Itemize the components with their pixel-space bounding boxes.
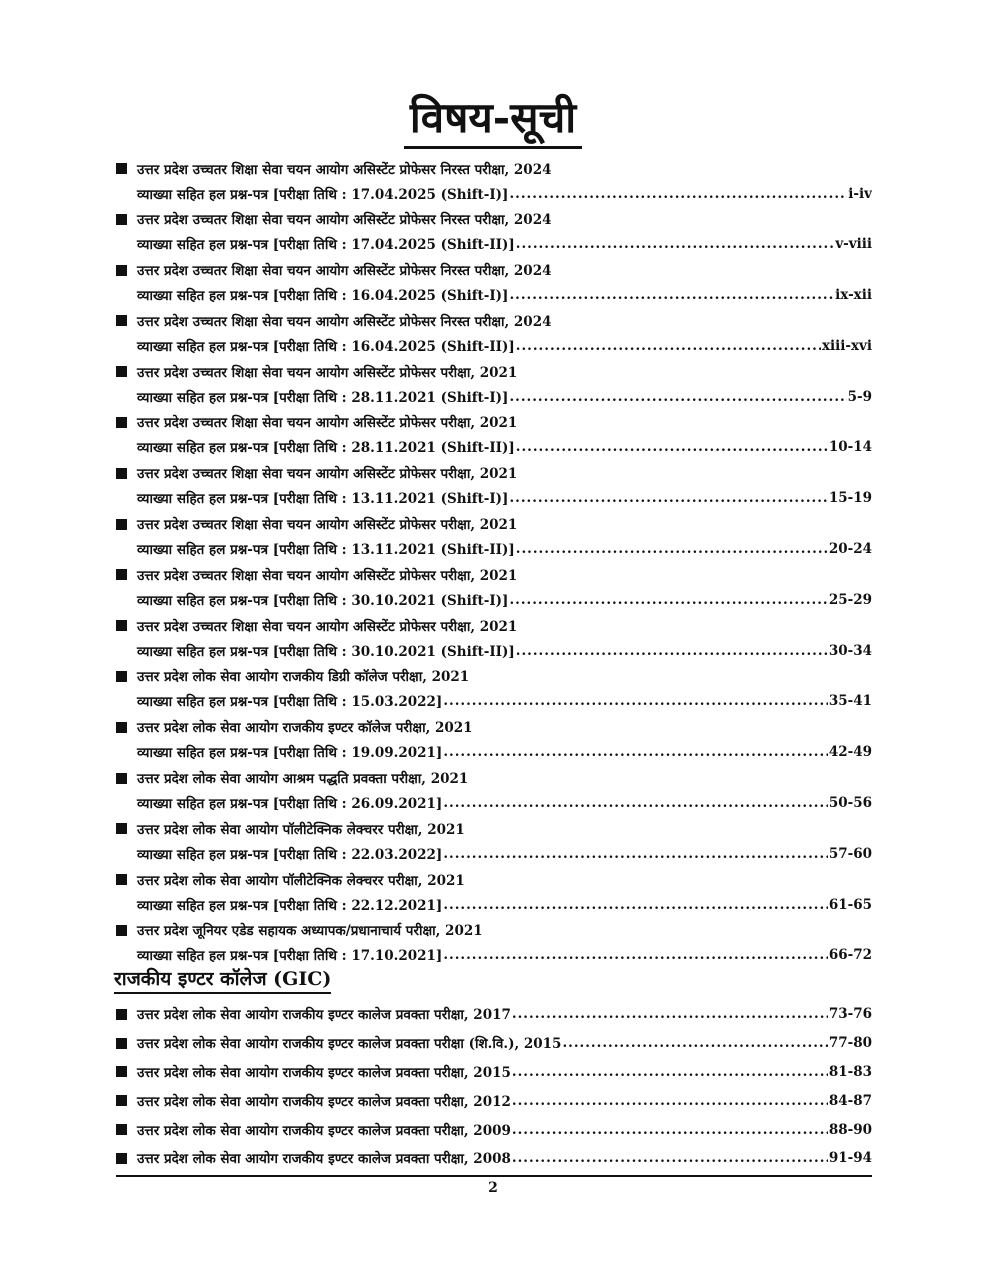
- toc-entry-heading: उत्तर प्रदेश लोक सेवा आयोग राजकीय डिग्री कॉलेज परीक्षा, 2021: [137, 669, 470, 686]
- dot-leader: [509, 592, 827, 608]
- toc-entry-heading-line: [116, 766, 872, 791]
- toc-entry-detail: व्याख्या सहित हल प्रश्न-पत्र [परीक्षा तिथि : 17.10.2021]: [137, 948, 443, 965]
- toc-entry-heading-line: [116, 664, 872, 689]
- toc-entry-heading: उत्तर प्रदेश उच्चतर शिक्षा सेवा चयन आयोग असिस्टेंट प्रोफेसर निरस्त परीक्षा, 2024: [137, 313, 552, 330]
- toc-entry-detail-line: [116, 841, 872, 866]
- square-bullet-icon: [116, 823, 127, 834]
- toc-entry-heading: उत्तर प्रदेश लोक सेवा आयोग पॉलीटेक्निक लेक्चरर परीक्षा, 2021: [137, 872, 465, 889]
- gic-entry-pages: 91-94: [828, 1150, 872, 1167]
- toc-entry-heading-line: [116, 562, 872, 587]
- toc-entry-heading: उत्तर प्रदेश उच्चतर शिक्षा सेवा चयन आयोग असिस्टेंट प्रोफेसर परीक्षा, 2021: [137, 517, 518, 534]
- toc-entry-detail: व्याख्या सहित हल प्रश्न-पत्र [परीक्षा तिथि : 15.03.2022]: [137, 694, 443, 711]
- toc-entry: [116, 359, 872, 410]
- toc-entry-pages: 25-29: [828, 591, 872, 608]
- gic-entry-pages: 73-76: [828, 1006, 872, 1023]
- toc-entry-detail: व्याख्या सहित हल प्रश्न-पत्र [परीक्षा तिथि : 16.04.2025 (Shift-II)]: [137, 338, 515, 355]
- toc-entry: [116, 867, 872, 918]
- toc-entry-detail: व्याख्या सहित हल प्रश्न-पत्र [परीक्षा तिथि : 17.04.2025 (Shift-I)]: [137, 186, 509, 203]
- page-title: विषय-सूची: [404, 92, 582, 149]
- toc-entry: [116, 664, 872, 715]
- gic-entry: [116, 1000, 872, 1029]
- toc-entry-detail-line: [116, 435, 872, 460]
- toc-entry-pages: 57-60: [828, 845, 872, 862]
- gic-entry-line: [116, 1029, 872, 1058]
- dot-leader: [516, 643, 828, 659]
- square-bullet-icon: [116, 1066, 127, 1077]
- toc-entry-detail: व्याख्या सहित हल प्रश्न-पत्र [परीक्षा तिथि : 28.11.2021 (Shift-II)]: [137, 440, 515, 457]
- gic-entry-pages: 77-80: [828, 1035, 872, 1052]
- toc-list: [116, 156, 872, 969]
- toc-entry-detail-line: [116, 486, 872, 511]
- toc-entry-detail-line: [116, 283, 872, 308]
- dot-leader: [512, 1093, 828, 1109]
- gic-entry: [116, 1058, 872, 1087]
- toc-entry-heading-line: [116, 207, 872, 232]
- square-bullet-icon: [116, 722, 127, 733]
- gic-entry-line: [116, 1000, 872, 1029]
- toc-entry-heading-line: [116, 715, 872, 740]
- dot-leader: [509, 287, 834, 303]
- toc-entry-detail: व्याख्या सहित हल प्रश्न-पत्र [परीक्षा तिथि : 30.10.2021 (Shift-I)]: [137, 592, 509, 609]
- dot-leader: [512, 1006, 828, 1022]
- title-container: [0, 92, 986, 149]
- dot-leader: [516, 338, 821, 354]
- toc-entry-detail-line: [116, 537, 872, 562]
- toc-entry: [116, 918, 872, 969]
- toc-entry-detail: व्याख्या सहित हल प्रश्न-पत्र [परीक्षा तिथि : 13.11.2021 (Shift-I)]: [137, 491, 509, 508]
- toc-entry-detail-line: [116, 181, 872, 206]
- toc-entry-heading: उत्तर प्रदेश उच्चतर शिक्षा सेवा चयन आयोग असिस्टेंट प्रोफेसर परीक्षा, 2021: [137, 567, 518, 584]
- toc-entry-detail-line: [116, 892, 872, 917]
- square-bullet-icon: [116, 366, 127, 377]
- gic-entry-heading: उत्तर प्रदेश लोक सेवा आयोग राजकीय इण्टर कालेज प्रवक्ता परीक्षा, 2015: [137, 1064, 511, 1081]
- toc-entry-pages: 66-72: [828, 947, 872, 964]
- toc-entry-pages: 20-24: [828, 541, 872, 558]
- gic-entry-line: [116, 1058, 872, 1087]
- dot-leader: [443, 897, 828, 913]
- toc-entry-detail-line: [116, 740, 872, 765]
- dot-leader: [509, 186, 847, 202]
- gic-entry: [116, 1144, 872, 1173]
- dot-leader: [512, 1150, 828, 1166]
- dot-leader: [509, 490, 827, 506]
- square-bullet-icon: [116, 417, 127, 428]
- dot-leader: [443, 947, 828, 963]
- gic-entry-heading: उत्तर प्रदेश लोक सेवा आयोग राजकीय इण्टर कालेज प्रवक्ता परीक्षा, 2008: [137, 1151, 511, 1168]
- footer-divider: [116, 1175, 872, 1177]
- toc-entry-pages: ix-xii: [835, 287, 872, 304]
- toc-entry: [116, 308, 872, 359]
- toc-entry-detail-line: [116, 384, 872, 409]
- toc-entry-heading-line: [116, 918, 872, 943]
- toc-entry-pages: 42-49: [828, 744, 872, 761]
- dot-leader: [443, 795, 828, 811]
- toc-entry-pages: 15-19: [828, 490, 872, 507]
- square-bullet-icon: [116, 468, 127, 479]
- toc-entry-detail: व्याख्या सहित हल प्रश्न-पत्र [परीक्षा तिथि : 17.04.2025 (Shift-II)]: [137, 237, 515, 254]
- square-bullet-icon: [116, 620, 127, 631]
- toc-entry-pages: 10-14: [828, 439, 872, 456]
- toc-entry-heading: उत्तर प्रदेश उच्चतर शिक्षा सेवा चयन आयोग असिस्टेंट प्रोफेसर परीक्षा, 2021: [137, 415, 518, 432]
- toc-entry-detail: व्याख्या सहित हल प्रश्न-पत्र [परीक्षा तिथि : 19.09.2021]: [137, 745, 443, 762]
- square-bullet-icon: [116, 773, 127, 784]
- toc-entry: [116, 766, 872, 817]
- toc-entry-detail-line: [116, 232, 872, 257]
- toc-entry: [116, 207, 872, 258]
- dot-leader: [516, 439, 828, 455]
- toc-entry: [116, 512, 872, 563]
- toc-entry-heading: उत्तर प्रदेश लोक सेवा आयोग राजकीय इण्टर कॉलेज परीक्षा, 2021: [137, 720, 473, 737]
- gic-section-heading: राजकीय इण्टर कॉलेज (GIC): [114, 966, 331, 994]
- toc-entry-heading: उत्तर प्रदेश लोक सेवा आयोग पॉलीटेक्निक लेक्चरर परीक्षा, 2021: [137, 821, 465, 838]
- square-bullet-icon: [116, 163, 127, 174]
- toc-entry-heading: उत्तर प्रदेश उच्चतर शिक्षा सेवा चयन आयोग असिस्टेंट प्रोफेसर परीक्षा, 2021: [137, 618, 518, 635]
- toc-entry-heading-line: [116, 258, 872, 283]
- gic-entry-line: [116, 1144, 872, 1173]
- toc-entry-heading: उत्तर प्रदेश उच्चतर शिक्षा सेवा चयन आयोग असिस्टेंट प्रोफेसर परीक्षा, 2021: [137, 364, 518, 381]
- dot-leader: [512, 1122, 828, 1138]
- square-bullet-icon: [116, 1153, 127, 1164]
- gic-entry-heading: उत्तर प्रदेश लोक सेवा आयोग राजकीय इण्टर कालेज प्रवक्ता परीक्षा (शि.वि.), 2015: [137, 1036, 562, 1053]
- dot-leader: [516, 541, 828, 557]
- toc-entry: [116, 613, 872, 664]
- toc-entry-heading-line: [116, 816, 872, 841]
- toc-entry-pages: 61-65: [828, 896, 872, 913]
- toc-entry-pages: 35-41: [828, 693, 872, 710]
- toc-entry-heading-line: [116, 359, 872, 384]
- square-bullet-icon: [116, 265, 127, 276]
- toc-entry-pages: v-viii: [835, 236, 872, 253]
- toc-entry-pages: i-iv: [848, 185, 872, 202]
- toc-entry-detail-line: [116, 638, 872, 663]
- toc-entry-heading: उत्तर प्रदेश उच्चतर शिक्षा सेवा चयन आयोग असिस्टेंट प्रोफेसर निरस्त परीक्षा, 2024: [137, 161, 552, 178]
- square-bullet-icon: [116, 1009, 127, 1020]
- square-bullet-icon: [116, 569, 127, 580]
- gic-entry: [116, 1115, 872, 1144]
- toc-entry-detail-line: [116, 791, 872, 816]
- gic-entry-pages: 88-90: [828, 1121, 872, 1138]
- square-bullet-icon: [116, 874, 127, 885]
- toc-entry-detail-line: [116, 587, 872, 612]
- toc-entry-heading-line: [116, 156, 872, 181]
- gic-entry-heading: उत्तर प्रदेश लोक सेवा आयोग राजकीय इण्टर कालेज प्रवक्ता परीक्षा, 2012: [137, 1093, 511, 1110]
- square-bullet-icon: [116, 519, 127, 530]
- dot-leader: [512, 1064, 828, 1080]
- gic-entry: [116, 1086, 872, 1115]
- dot-leader: [443, 744, 828, 760]
- square-bullet-icon: [116, 671, 127, 682]
- toc-entry-detail: व्याख्या सहित हल प्रश्न-पत्र [परीक्षा तिथि : 22.03.2022]: [137, 846, 443, 863]
- dot-leader: [562, 1035, 827, 1051]
- page-number: 2: [488, 1180, 498, 1196]
- toc-entry-detail: व्याख्या सहित हल प्रश्न-पत्र [परीक्षा तिथि : 13.11.2021 (Shift-II)]: [137, 542, 515, 559]
- square-bullet-icon: [116, 1124, 127, 1135]
- toc-entry-heading: उत्तर प्रदेश लोक सेवा आयोग आश्रम पद्धति प्रवक्ता परीक्षा, 2021: [137, 771, 469, 788]
- toc-entry-pages: xiii-xvi: [821, 337, 872, 354]
- toc-entry: [116, 410, 872, 461]
- gic-entry-line: [116, 1115, 872, 1144]
- toc-entry: [116, 715, 872, 766]
- toc-entry-pages: 30-34: [828, 642, 872, 659]
- toc-entry-detail-line: [116, 689, 872, 714]
- toc-entry-heading-line: [116, 308, 872, 333]
- square-bullet-icon: [116, 1038, 127, 1049]
- gic-entry: [116, 1029, 872, 1058]
- square-bullet-icon: [116, 214, 127, 225]
- toc-entry-heading: उत्तर प्रदेश उच्चतर शिक्षा सेवा चयन आयोग असिस्टेंट प्रोफेसर निरस्त परीक्षा, 2024: [137, 263, 552, 280]
- toc-entry-heading-line: [116, 867, 872, 892]
- toc-entry-detail: व्याख्या सहित हल प्रश्न-पत्र [परीक्षा तिथि : 26.09.2021]: [137, 796, 443, 813]
- toc-entry-heading-line: [116, 461, 872, 486]
- toc-entry: [116, 562, 872, 613]
- gic-entry-heading: उत्तर प्रदेश लोक सेवा आयोग राजकीय इण्टर कालेज प्रवक्ता परीक्षा, 2009: [137, 1122, 511, 1139]
- gic-entry-pages: 81-83: [828, 1063, 872, 1080]
- square-bullet-icon: [116, 315, 127, 326]
- toc-entry-heading: उत्तर प्रदेश जूनियर एडेड सहायक अध्यापक/प्रधानाचार्य परीक्षा, 2021: [137, 923, 483, 940]
- gic-entry-pages: 84-87: [828, 1092, 872, 1109]
- toc-entry-heading: उत्तर प्रदेश उच्चतर शिक्षा सेवा चयन आयोग असिस्टेंट प्रोफेसर निरस्त परीक्षा, 2024: [137, 212, 552, 229]
- toc-entry-detail-line: [116, 333, 872, 358]
- dot-leader: [443, 693, 828, 709]
- dot-leader: [516, 236, 835, 252]
- toc-entry-detail-line: [116, 943, 872, 968]
- toc-entry-detail: व्याख्या सहित हल प्रश्न-पत्र [परीक्षा तिथि : 28.11.2021 (Shift-I)]: [137, 389, 509, 406]
- toc-entry: [116, 461, 872, 512]
- toc-entry-detail: व्याख्या सहित हल प्रश्न-पत्र [परीक्षा तिथि : 16.04.2025 (Shift-I)]: [137, 288, 509, 305]
- toc-entry: [116, 816, 872, 867]
- gic-list: [116, 1000, 872, 1173]
- gic-entry-line: [116, 1086, 872, 1115]
- dot-leader: [443, 846, 828, 862]
- toc-entry-heading: उत्तर प्रदेश उच्चतर शिक्षा सेवा चयन आयोग असिस्टेंट प्रोफेसर परीक्षा, 2021: [137, 466, 518, 483]
- toc-entry-detail: व्याख्या सहित हल प्रश्न-पत्र [परीक्षा तिथि : 30.10.2021 (Shift-II)]: [137, 643, 515, 660]
- square-bullet-icon: [116, 1095, 127, 1106]
- toc-entry: [116, 156, 872, 207]
- toc-entry-pages: 50-56: [828, 795, 872, 812]
- dot-leader: [509, 389, 846, 405]
- toc-entry-pages: 5-9: [847, 388, 872, 405]
- square-bullet-icon: [116, 925, 127, 936]
- toc-entry-detail: व्याख्या सहित हल प्रश्न-पत्र [परीक्षा तिथि : 22.12.2021]: [137, 897, 443, 914]
- toc-entry-heading-line: [116, 512, 872, 537]
- toc-entry: [116, 258, 872, 309]
- gic-entry-heading: उत्तर प्रदेश लोक सेवा आयोग राजकीय इण्टर कालेज प्रवक्ता परीक्षा, 2017: [137, 1007, 511, 1024]
- toc-entry-heading-line: [116, 613, 872, 638]
- toc-entry-heading-line: [116, 410, 872, 435]
